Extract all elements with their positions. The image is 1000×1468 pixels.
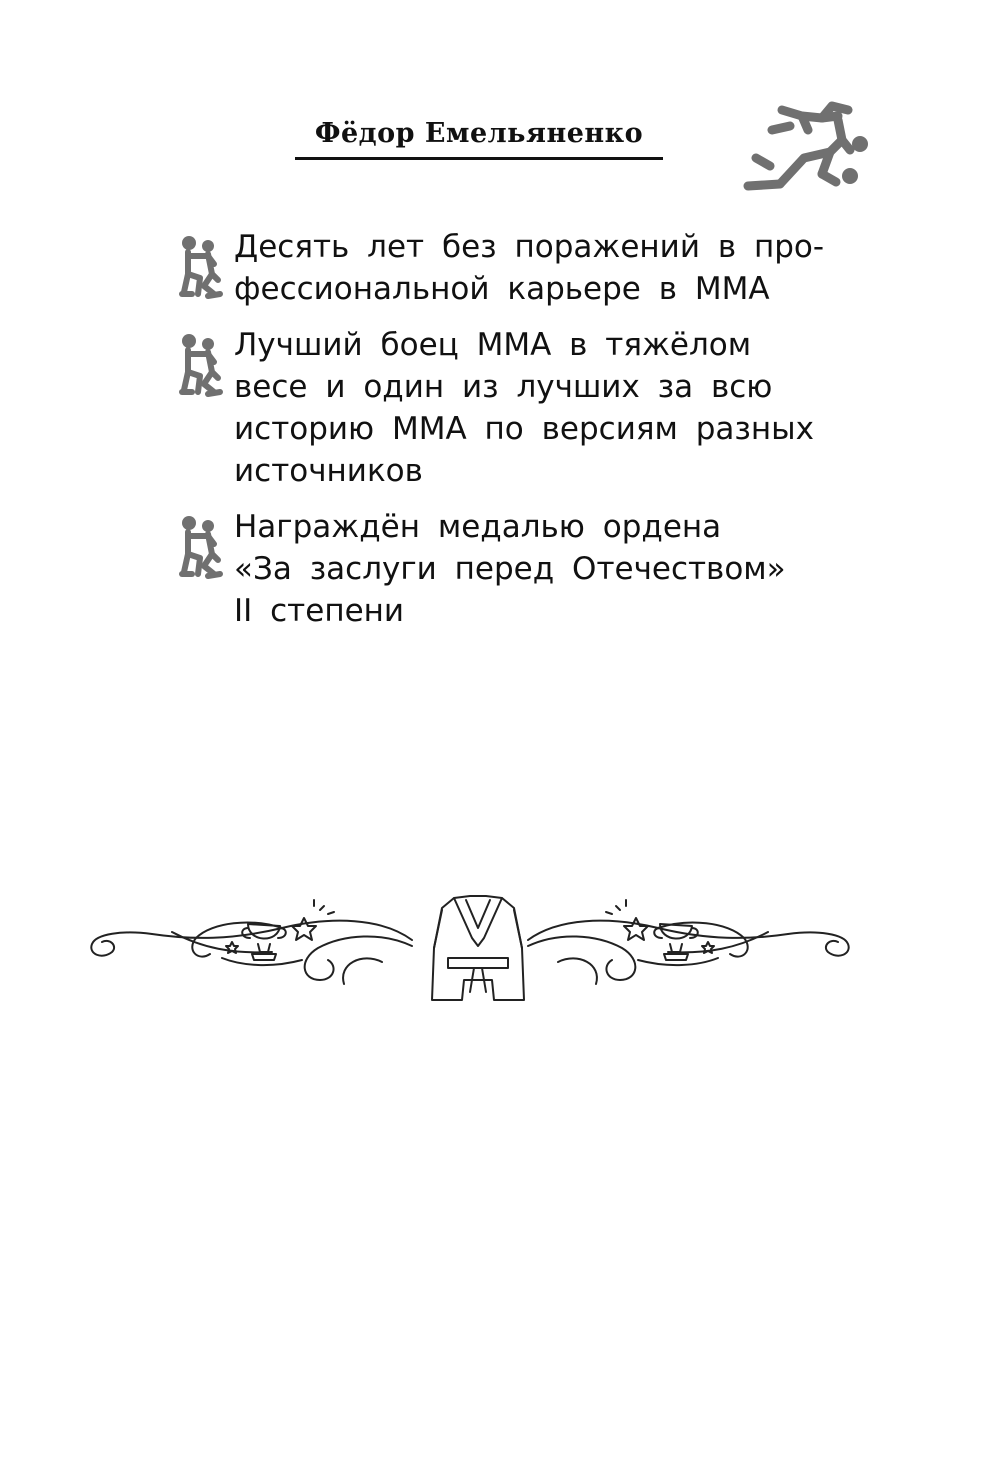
kimono-icon [432, 896, 524, 1000]
wrestlers-icon [178, 332, 224, 398]
star-icon [226, 942, 238, 953]
fact-line: историю ММА по версиям разных [234, 411, 814, 447]
judo-throw-icon [738, 96, 874, 194]
running-title: Фёдор Емельяненко [314, 118, 644, 149]
fact-line: Награждён медалью ордена [234, 509, 722, 545]
fact-line: Десять лет без поражений в про- [234, 229, 825, 265]
fact-text [234, 506, 838, 632]
star-icon [702, 942, 714, 953]
running-head [295, 118, 663, 149]
star-icon [292, 918, 316, 940]
fact-text [234, 226, 838, 310]
wrestlers-icon [178, 234, 224, 300]
fact-item [178, 506, 838, 632]
wrestlers-icon [178, 514, 224, 580]
kimono-ornament [82, 888, 858, 1008]
star-icon [624, 918, 648, 940]
facts-list [178, 226, 838, 646]
fact-line: весе и один из лучших за всю [234, 369, 773, 405]
fact-text [234, 324, 838, 492]
fact-line: источников [234, 453, 423, 489]
fact-item [178, 226, 838, 310]
fact-line: фессиональной карьере в ММА [234, 271, 770, 307]
fact-line: II степени [234, 593, 405, 629]
header-rule [295, 157, 663, 160]
fact-line: «За заслуги перед Отечеством» [234, 551, 786, 587]
fact-line: Лучший боец ММА в тяжёлом [234, 327, 752, 363]
left-flourish [91, 921, 412, 956]
fact-item [178, 324, 838, 492]
